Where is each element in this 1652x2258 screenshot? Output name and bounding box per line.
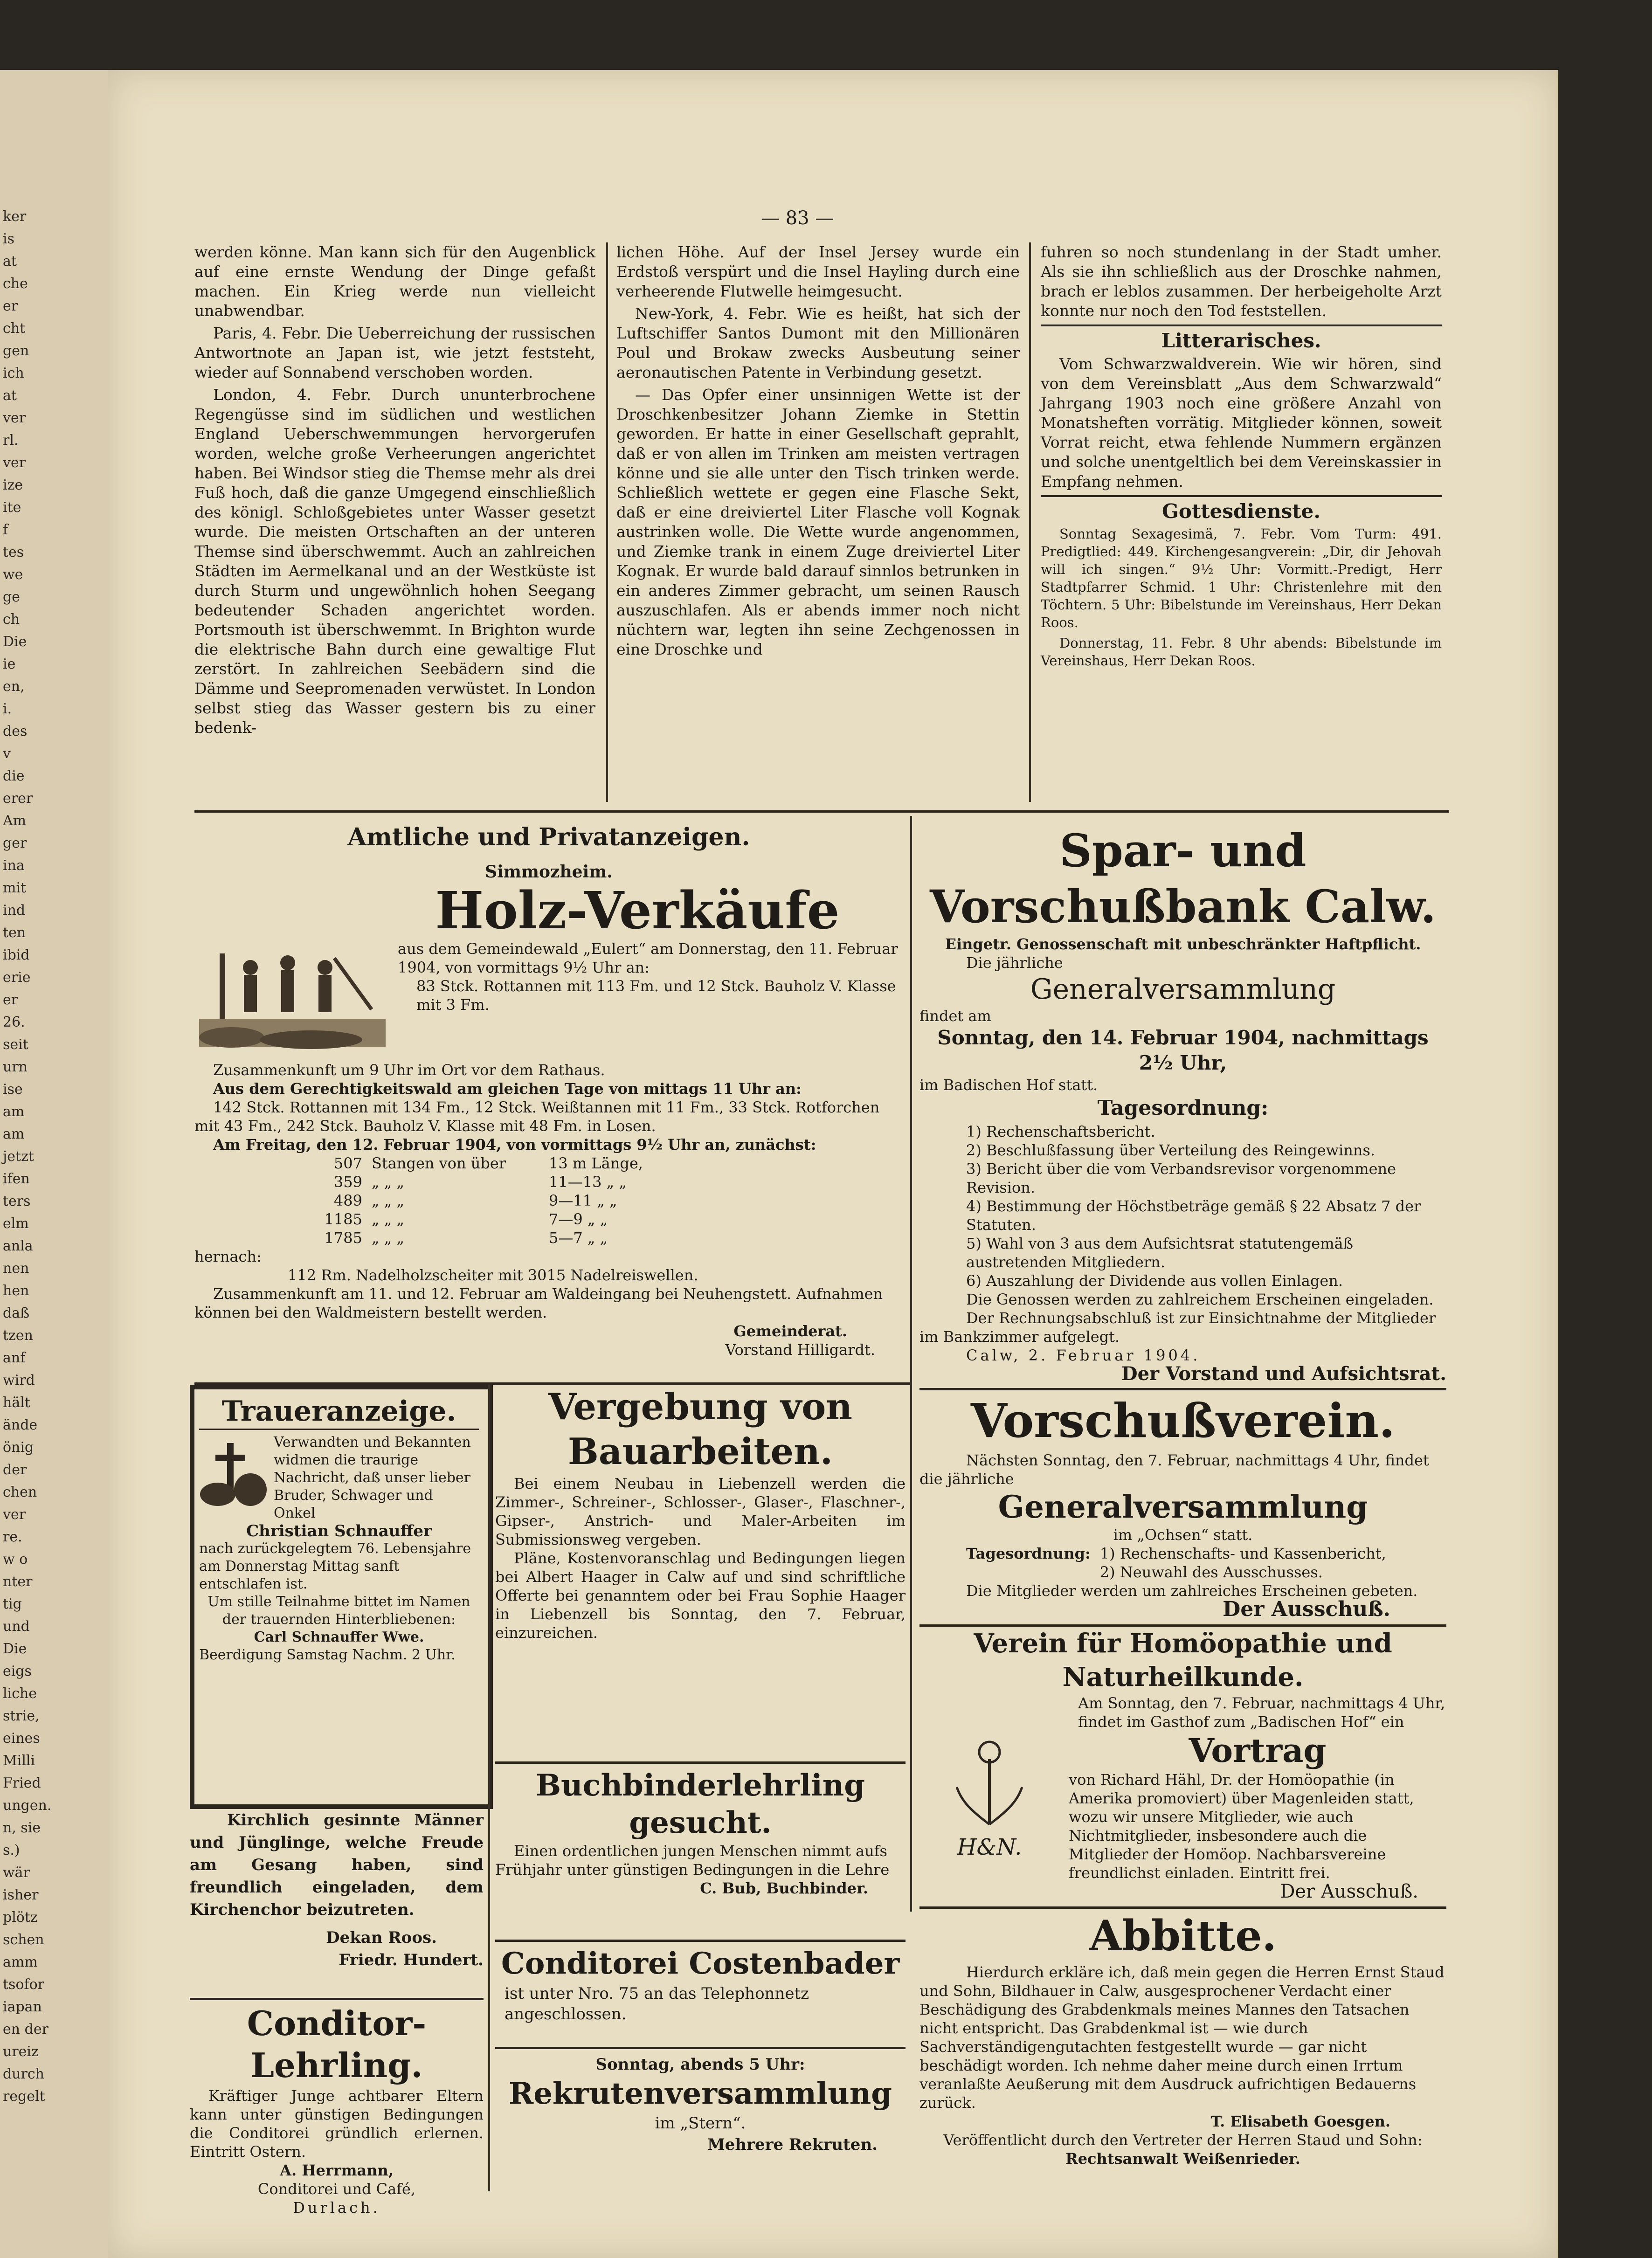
rekruten-head: Sonntag, abends 5 Uhr: — [595, 2055, 805, 2074]
holz-table-cell: „ „ „ — [372, 1192, 405, 1209]
vorschuss-place: im „Ochsen“ statt. — [1113, 1526, 1253, 1544]
margin-fragment: ie — [3, 656, 16, 672]
section-heading — [194, 823, 903, 852]
margin-fragment: erie — [3, 969, 31, 986]
margin-fragment: wird — [3, 1372, 35, 1388]
margin-fragment: v — [3, 746, 11, 762]
rekruten-title: Rekrutenversammlung — [509, 2076, 892, 2111]
vorschuss-title: Vorschußverein. — [971, 1393, 1395, 1448]
trauer-burial: Beerdigung Samstag Nachm. 2 Uhr. — [199, 1647, 456, 1663]
margin-fragment: ver — [3, 455, 26, 471]
margin-fragment: ch — [3, 611, 20, 628]
holz-table-cell: „ „ „ — [372, 1173, 405, 1191]
margin-fragment: liche — [3, 1685, 37, 1702]
rule — [495, 1940, 905, 1942]
vorschuss-invite: Die Mitglieder werden um zahlreiches Erscheinen gebeten. — [966, 1582, 1418, 1600]
column-3 — [1041, 242, 1442, 672]
holz-table-cell: „ „ „ — [372, 1210, 405, 1228]
margin-fragment: n, sie — [3, 1820, 41, 1836]
holz-table-cell: 7—9 „ „ — [549, 1210, 608, 1228]
holz-title: Holz-Verkäufe — [435, 880, 840, 940]
margin-fragment: des — [3, 723, 28, 739]
margin-fragment: ters — [3, 1193, 31, 1209]
gottesdienste-text-2: Donnerstag, 11. Febr. 8 Uhr abends: Bibelstunde im Vereinshaus, Herr Dekan Roos. — [1041, 635, 1442, 669]
bank-agenda-item: 5) Wahl von 3 aus dem Aufsichtsrat statutengemäß austretenden Mitgliedern. — [966, 1235, 1353, 1271]
margin-fragment: at — [3, 387, 17, 404]
margin-fragment: Fried — [3, 1775, 41, 1791]
bank-note: Der Rechnungsabschluß ist zur Einsichtnahme der Mitglieder im Bankzimmer aufgelegt. — [919, 1309, 1436, 1346]
homoeo-logo-text: H&N. — [957, 1834, 1022, 1860]
holz-verkaeufe-ad — [194, 863, 903, 1359]
homoeo-vortrag: Vortrag — [1189, 1731, 1327, 1770]
kirchlich-signature-2: Friedr. Hundert. — [339, 1951, 484, 1969]
holz-table-cell: Stangen von über — [372, 1154, 506, 1172]
margin-fragment: 26. — [3, 1014, 25, 1030]
margin-fragment: f — [3, 522, 8, 538]
abbitte-text: Hierdurch erkläre ich, daß mein gegen die Herren Ernst Staud und Sohn, Bildhauer in Calw, ausgesprochener Verdacht einer Beschädigung des Grabdenkmals meines Mannes den Tatsachen nicht entspricht. Das Grabdenkmal ist — wie durch Sachverständigengutachten festgestellt wurde — gar nicht beschädigt worden. Ich nehme daher meine durch einen Irrtum veranlaßte Aeußerung mit dem Ausdruck aufrichtigen Bedauerns zurück. — [919, 1963, 1445, 2112]
litterarisches-text: Vom Schwarzwaldverein. Wie wir hören, sind von dem Vereinsblatt „Aus dem Schwarzwald“ Jahrgang 1903 noch eine größere Anzahl von Monatsheften vorrätig. Mitglieder können, soweit Vorrat reicht, etwa fehlende Nummern ergänzen und solche unentgeltlich bei dem Vereinskassier in Empfang nehmen. — [1041, 355, 1442, 490]
margin-fragment: ger — [3, 835, 27, 851]
abbitte-footer-1: Veröffentlicht durch den Vertreter der Herren Staud und Sohn: — [943, 2131, 1423, 2149]
margin-fragment: rl. — [3, 432, 19, 449]
margin-fragment: seit — [3, 1036, 28, 1053]
bank-agenda-item: 2) Beschlußfassung über Verteilung des Reingewinns. — [966, 1141, 1376, 1159]
margin-fragment: plötz — [3, 1909, 38, 1926]
margin-fragment: tig — [3, 1596, 22, 1612]
margin-fragment: schen — [3, 1932, 44, 1948]
margin-fragment: ge — [3, 589, 20, 605]
margin-fragment: Die — [3, 634, 27, 650]
vorschuss-agenda-item: 2) Neuwahl des Ausschusses. — [1099, 1563, 1323, 1581]
margin-fragment: ver — [3, 1506, 26, 1523]
column-divider — [606, 242, 608, 802]
bank-title: Spar- und Vorschußbank Calw. — [930, 824, 1436, 933]
conditor-lehrling-signature-2: Conditorei und Café, — [257, 2180, 416, 2198]
margin-fragment: iapan — [3, 1999, 42, 2015]
holz-meet-2: Zusammenkunft am 11. und 12. Februar am Waldeingang bei Neuhengstett. Aufnahmen können bei den Waldmeistern bestellt werden. — [194, 1285, 883, 1321]
bank-invite: Die Genossen werden zu zahlreichem Erscheinen eingeladen. — [966, 1291, 1434, 1308]
margin-fragment: durch — [3, 2066, 44, 2082]
holz-signature-2: Vorstand Hilligardt. — [725, 1341, 875, 1359]
margin-fragment: Die — [3, 1641, 27, 1657]
margin-fragment: am — [3, 1126, 25, 1142]
holz-place: Simmozheim. — [485, 862, 613, 882]
rekruten-ad — [495, 2054, 905, 2155]
bank-agenda-title: Tagesordnung: — [1097, 1096, 1269, 1120]
section-rule — [194, 810, 1449, 813]
conditor-lehrling-text: Kräftiger Junge achtbarer Eltern kann unter günstigen Bedingungen die Conditorei gründlich erlernen. Eintritt Ostern. — [190, 2087, 484, 2161]
margin-fragment: isher — [3, 1887, 39, 1903]
margin-fragment: urn — [3, 1059, 28, 1075]
abbitte-footer-2: Rechtsanwalt Weißenrieder. — [1065, 2150, 1300, 2168]
margin-fragment: chen — [3, 1484, 37, 1500]
holz-table-cell: 1185 — [324, 1210, 362, 1228]
holz-table-cell: 9—11 „ „ — [549, 1192, 617, 1209]
holz-table-cell: 5—7 „ „ — [549, 1229, 608, 1247]
margin-fragment: tzen — [3, 1327, 33, 1344]
homoeo-body — [919, 1731, 1446, 1901]
margin-fragment: eines — [3, 1730, 40, 1747]
margin-fragment: regelt — [3, 2088, 45, 2105]
col2-p1: lichen Höhe. Auf der Insel Jersey wurde ein Erdstoß verspürt und die Insel Hayling durch eine verheerende Flutwelle heimgesucht. — [616, 243, 1020, 300]
holz-intro: aus dem Gemeindewald „Eulert“ am Donnerstag, den 11. Februar 1904, von vormittags 9½ Uhr an: — [398, 940, 898, 976]
bank-subtitle: Eingetr. Genossenschaft mit unbeschränkter Haftpflicht. — [945, 935, 1421, 953]
vergebung-title: Vergebung von Bauarbeiten. — [548, 1386, 852, 1473]
conditor-lehrling-signature-1: A. Herrmann, — [280, 2161, 394, 2179]
margin-fragment: anf — [3, 1350, 26, 1366]
bank-agenda-item: 6) Auszahlung der Dividende aus vollen Einlagen. — [966, 1272, 1343, 1290]
margin-fragment: hen — [3, 1283, 29, 1299]
kirchlich-signature-1: Dekan Roos. — [326, 1928, 437, 1947]
trauer-title: Traueranzeige. — [199, 1394, 479, 1430]
holz-table-row — [311, 1210, 903, 1229]
conditor-lehrling-title: Conditor-Lehrling. — [247, 2003, 427, 2085]
margin-fragment: nter — [3, 1574, 33, 1590]
margin-fragment: ifen — [3, 1171, 30, 1187]
margin-fragment: ten — [3, 925, 26, 941]
bank-dateline: Calw, 2. Februar 1904. — [966, 1347, 1201, 1364]
costenbader-text: ist unter Nro. 75 an das Telephonnetz angeschlossen. — [505, 1984, 809, 2023]
homoeo-text: Am Sonntag, den 7. Februar, nachmittags 4 Uhr, findet im Gasthof zum „Badischen Hof“ ein — [1078, 1694, 1445, 1731]
vorschuss-agenda — [1100, 1544, 1386, 1581]
bank-ad — [919, 823, 1446, 2168]
vorschuss-generalversammlung: Generalversammlung — [998, 1489, 1368, 1525]
abbitte-title: Abbitte. — [1089, 1911, 1277, 1961]
newspaper-page — [108, 70, 1558, 2258]
column-2 — [616, 242, 1020, 662]
bank-agenda-item: 4) Bestimmung der Höchstbeträge gemäß § 22 Absatz 7 der Statuten. — [966, 1197, 1421, 1234]
holz-table — [311, 1154, 903, 1247]
vorschuss-signature: Der Ausschuß. — [1223, 1597, 1390, 1621]
col1-p2: Paris, 4. Febr. Die Ueberreichung der russischen Antwortnote an Japan ist, wie jetzt feststeht, wieder auf Sonnabend verschoben worden. — [194, 324, 595, 381]
rule — [495, 1761, 905, 1764]
margin-fragment: w o — [3, 1551, 28, 1567]
margin-fragment: wär — [3, 1864, 30, 1881]
bank-signature: Der Vorstand und Aufsichtsrat. — [1121, 1363, 1446, 1385]
margin-fragment: er — [3, 298, 18, 314]
margin-fragment: ite — [3, 499, 21, 516]
col1-p1: werden könne. Man kann sich für den Augenblick auf eine ernste Wendung der Dinge gefaßt machen. Ein Krieg werde nun vielleicht unabwendbar. — [194, 243, 595, 320]
holz-table-cell: 489 — [333, 1192, 362, 1209]
holz-table-cell: 507 — [333, 1154, 362, 1172]
homoeo-logo — [919, 1731, 1059, 1901]
margin-fragment: nen — [3, 1260, 29, 1277]
holz-table-row — [311, 1173, 903, 1191]
margin-fragment: am — [3, 1104, 25, 1120]
margin-fragment: hält — [3, 1395, 30, 1411]
col2-p2: New-York, 4. Febr. Wie es heißt, hat sich der Luftschiffer Santos Dumont mit den Millionären Poul und Brokaw zwecks Ausbeutung seiner aeronautischen Patente in Verbindung gesetzt. — [616, 304, 1020, 381]
margin-fragment: ind — [3, 902, 26, 918]
bank-generalversammlung: Generalversammlung — [1030, 973, 1336, 1006]
margin-fragment: re. — [3, 1529, 22, 1545]
rule — [495, 2047, 905, 2049]
margin-fragment: ibid — [3, 947, 30, 963]
ad-divider — [910, 816, 912, 1912]
rule — [190, 1998, 484, 2000]
margin-fragment: we — [3, 566, 23, 583]
rekruten-place: im „Stern“. — [655, 2114, 746, 2133]
margin-fragment: ver — [3, 410, 26, 426]
vergebung-text: Bei einem Neubau in Liebenzell werden die Zimmer-, Schreiner-, Schlosser-, Glaser-, Flaschner-, Gipser-, Anstrich- und Maler-Arbeiten im Submissionsweg vergeben. — [495, 1475, 905, 1548]
margin-fragment: und — [3, 1618, 30, 1635]
bank-place: im Badischen Hof statt. — [919, 1076, 1098, 1094]
traueranzeige — [199, 1394, 479, 1664]
col1-p3: London, 4. Febr. Durch ununterbrochene Regengüsse sind im südlichen und westlichen England Ueberschwemmungen hervorgerufen worden, welche große Verheerungen angerichtet haben. Bei Windsor stieg die Themse mehr als drei Fuß hoch, daß die ganze Umgegend einschließlich des königl. Schloßgebietes unter Wasser gesetzt wurde. Die meisten Ortschaften an der unteren Themse sind überschwemmt. Auch an zahlreichen Städten im Aermelkanal und an der Westküste ist durch Sturm und ungewöhnlich hohen Seegang bedeutender Schaden angerichtet worden. Portsmouth ist überschwemmt. In Brighton wurde die elektrische Bahn durch eine gewaltige Flut zerstört. In zahlreichen Seebädern sind die Dämme und Seepromenaden verwüstet. In London selbst stieg das Wasser gestern bis zu einer bedenk- — [194, 386, 595, 737]
margin-fragment: jetzt — [3, 1148, 34, 1165]
margin-fragment: i. — [3, 701, 12, 717]
holz-table-cell: 1785 — [324, 1229, 362, 1247]
margin-fragment: ich — [3, 365, 24, 381]
conditor-lehrling-ad — [190, 2003, 484, 2217]
margin-fragment: at — [3, 253, 17, 269]
litterarisches-heading: Litterarisches. — [1041, 325, 1442, 351]
homoeo-text-2: von Richard Hähl, Dr. der Homöopathie (in Amerika promoviert) über Magenleiden statt, wozu wir unsere Mitglieder, wie auch Nichtmitglieder, insbesondere auch die Mitglieder der Homöop. Nachbarsvereine freundlichst einladen. Eintritt frei. — [1069, 1771, 1414, 1882]
bank-agenda-item: 3) Bericht über die vom Verbandsrevisor vorgenommene Revision. — [966, 1160, 1396, 1196]
holz-meet-1: Zusammenkunft um 9 Uhr im Ort vor dem Rathaus. — [213, 1061, 605, 1079]
col2-p3: — Das Opfer einer unsinnigen Wette ist der Droschkenbesitzer Johann Ziemke in Stettin geworden. Er hatte in einer Gesellschaft geprahlt, daß er von allen im Trinken am meisten vertragen könne und sie alle unter den Tisch trinken werde. Schließlich wettete er gegen eine Flasche Sekt, daß er eine dreiviertel Liter Flasche voll Kognak austrinken wolle. Die Wette wurde angenommen, und Ziemke trank in einem Zuge dreiviertel Liter Kognak. Er wurde bald darauf sinnlos betrunken in ein anderes Zimmer gebracht, um seinen Rausch auszuschlafen. Als er abends immer noch nicht nüchtern war, legten ihn seine Zechgenossen in eine Droschke und — [616, 386, 1020, 658]
buchbinder-ad — [495, 1767, 905, 1898]
margin-fragment: der — [3, 1462, 27, 1478]
vergebung-ad — [495, 1385, 905, 1642]
margin-fragment: anla — [3, 1238, 33, 1254]
margin-fragment: die — [3, 768, 25, 784]
buchbinder-signature: C. Bub, Buchbinder. — [700, 1879, 868, 1897]
holz-items-3: 112 Rm. Nadelholzscheiter mit 3015 Nadelreiswellen. — [288, 1266, 698, 1284]
ad-divider — [488, 1385, 490, 2191]
holz-table-row — [311, 1191, 903, 1210]
margin-fragment: en der — [3, 2021, 48, 2037]
left-page-edge — [0, 70, 111, 2258]
holz-items-1: 83 Stck. Rottannen mit 113 Fm. und 12 Stck. Bauholz V. Klasse mit 3 Fm. — [416, 977, 896, 1014]
margin-fragment: amm — [3, 1954, 38, 1970]
holz-intro-3: Am Freitag, den 12. Februar 1904, von vormittags 9½ Uhr an, zunächst: — [213, 1136, 816, 1153]
page-number: — 83 — — [761, 207, 834, 229]
margin-fragment: ise — [3, 1081, 23, 1098]
buchbinder-title: Buchbinderlehrling gesucht. — [535, 1768, 865, 1840]
kirchlich-text: Kirchlich gesinnte Männer und Jünglinge, welche Freude am Gesang haben, sind freundlich eingeladen, dem Kirchenchor beizutreten. — [190, 1811, 484, 1919]
margin-fragment: Am — [3, 813, 27, 829]
margin-fragment: gen — [3, 343, 29, 359]
holz-top — [194, 939, 903, 1061]
margin-fragment: cht — [3, 320, 26, 337]
flower-icon — [943, 1731, 1036, 1834]
holz-table-cell: 13 m Länge, — [549, 1154, 643, 1172]
margin-fragment: elm — [3, 1215, 29, 1232]
bank-date: Sonntag, den 14. Februar 1904, nachmittags 2½ Uhr, — [937, 1026, 1429, 1074]
margin-fragment: Milli — [3, 1753, 35, 1769]
bank-agenda — [966, 1122, 1446, 1290]
kirchenchor-ad — [190, 1809, 484, 1971]
margin-fragment: erer — [3, 790, 33, 807]
costenbader-ad — [495, 1944, 905, 2024]
margin-fragment: ände — [3, 1417, 38, 1433]
column-divider — [1029, 242, 1031, 802]
buchbinder-text: Einen ordentlichen jungen Menschen nimmt aufs Frühjahr unter günstigen Bedingungen in die Lehre — [495, 1842, 890, 1878]
trauer-name: Christian Schnauffer — [246, 1522, 432, 1540]
vergebung-text-2: Pläne, Kostenvoranschlag und Bedingungen liegen bei Albert Haager in Calw auf und sind schriftliche Offerte bei genanntem oder bei Frau Sophie Haager in Liebenzell bis Sonntag, den 7. Februar, einzureichen. — [495, 1549, 905, 1642]
gottesdienste-heading: Gottesdienste. — [1041, 495, 1442, 521]
vorschuss-text: Nächsten Sonntag, den 7. Februar, nachmittags 4 Uhr, findet die jährliche — [919, 1451, 1429, 1488]
costenbader-title: Conditorei Costenbader — [501, 1946, 900, 1981]
margin-fragment: ker — [3, 208, 27, 225]
traueranzeige-box — [190, 1385, 493, 1809]
holz-table-cell: „ „ „ — [372, 1229, 405, 1247]
holz-table-cell: 11—13 „ „ — [549, 1173, 627, 1191]
margin-fragment: önig — [3, 1439, 34, 1456]
margin-fragment: strie, — [3, 1708, 40, 1724]
holz-hernach: hernach: — [194, 1248, 262, 1265]
gottesdienste-text-1: Sonntag Sexagesimä, 7. Febr. Vom Turm: 491. Predigtlied: 449. Kirchengesangverein: „Dir, dir Jehovah will ich singen.“ 9½ Uhr: Vormitt.-Predigt, Herr Stadtpfarrer Schmid. 1 Uhr: Christenlehre mit den Töchtern. 5 Uhr: Bibelstunde im Vereinshaus, Herr Dekan Roos. — [1041, 526, 1442, 630]
margin-fragment: che — [3, 276, 28, 292]
conditor-lehrling-signature-3: Durlach. — [293, 2199, 380, 2217]
bank-agenda-item: 1) Rechenschaftsbericht. — [966, 1123, 1155, 1140]
margin-fragment: eigs — [3, 1663, 32, 1679]
vorschuss-agenda-label: Tagesordnung: — [966, 1545, 1091, 1562]
margin-fragment: mit — [3, 880, 27, 896]
margin-fragment: tes — [3, 544, 24, 560]
margin-fragment: ina — [3, 857, 25, 874]
col3-p1: fuhren so noch stundenlang in der Stadt umher. Als sie ihn schließlich aus der Droschke nahmen, brach er leblos zusammen. Der herbeigeholte Arzt konnte nur noch den Tod feststellen. — [1041, 243, 1442, 320]
margin-fragment: ureiz — [3, 2044, 39, 2060]
homoeo-title: Verein für Homöopathie und Naturheilkunde. — [974, 1628, 1392, 1692]
trauer-text-3: Um stille Teilnahme bittet im Namen der trauernden Hinterbliebenen: — [207, 1594, 470, 1628]
bank-line-2: findet am — [919, 1007, 991, 1025]
holz-table-row — [311, 1229, 903, 1247]
abbitte-signature: T. Elisabeth Goesgen. — [1210, 2113, 1390, 2130]
homoeo-signature: Der Ausschuß. — [1280, 1881, 1418, 1902]
margin-fragment: er — [3, 992, 18, 1008]
bank-line-1: Die jährliche — [966, 954, 1063, 972]
margin-fragment: ungen. — [3, 1797, 52, 1814]
margin-fragment: is — [3, 231, 14, 247]
holz-table-row — [311, 1154, 903, 1173]
vorschuss-agenda-item: 1) Rechenschafts- und Kassenbericht, — [1099, 1545, 1386, 1562]
trauer-signature: Carl Schnauffer Wwe. — [254, 1629, 424, 1645]
trauer-text-2: nach zurückgelegtem 76. Lebensjahre am Donnerstag Mittag sanft entschlafen ist. — [199, 1540, 471, 1592]
column-1 — [194, 242, 595, 740]
holz-items-2: 142 Stck. Rottannen mit 134 Fm., 12 Stck. Weißtannen mit 11 Fm., 33 Stck. Rotforchen mit 43 Fm., 242 Stck. Bauholz V. Klasse mit 48 Fm. in Losen. — [194, 1098, 880, 1135]
holz-intro-2: Aus dem Gerechtigkeitswald am gleichen Tage von mittags 11 Uhr an: — [213, 1080, 802, 1098]
margin-fragment: daß — [3, 1305, 30, 1321]
cemetery-illustration-icon — [199, 1434, 269, 1508]
holz-table-cell: 359 — [333, 1173, 362, 1191]
trauer-text: Verwandten und Bekannten widmen die traurige Nachricht, daß unser lieber Bruder, Schwager und Onkel — [274, 1434, 471, 1521]
holz-signature-1: Gemeinderat. — [733, 1322, 847, 1340]
vorschuss-agenda-row — [966, 1544, 1446, 1581]
woodcutters-illustration-icon — [194, 939, 390, 1061]
rekruten-signature: Mehrere Rekruten. — [707, 2135, 878, 2154]
margin-fragment: ize — [3, 477, 23, 493]
margin-fragment: en, — [3, 678, 25, 695]
section-heading-text: Amtliche und Privatanzeigen. — [347, 823, 750, 851]
margin-fragment: s.) — [3, 1842, 20, 1858]
margin-fragment: tsofor — [3, 1976, 45, 1993]
